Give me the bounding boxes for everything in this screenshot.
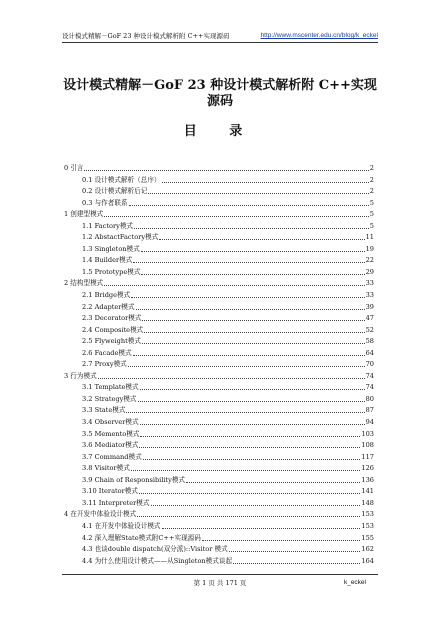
toc-entry[interactable] (64, 232, 374, 244)
toc-entry-page: 33 (365, 291, 374, 300)
toc-entry-page: 2 (369, 187, 374, 196)
toc-leader-dots (159, 232, 364, 240)
toc-entry-title: 3.11 Interpreter模式 (82, 498, 150, 507)
toc-entry[interactable] (64, 509, 374, 521)
toc-entry-page: 155 (361, 533, 374, 542)
toc-entry-page: 5 (369, 210, 374, 219)
toc-entry-title: 1.5 Prototype模式 (82, 267, 141, 276)
toc-entry-page: 5 (369, 198, 374, 207)
toc-entry-page: 164 (361, 556, 374, 565)
toc-entry-page: 47 (365, 314, 374, 323)
toc-entry[interactable] (64, 302, 374, 314)
toc-leader-dots (142, 313, 364, 321)
toc-entry-page: 19 (365, 244, 374, 253)
toc-entry-title: 1.3 Singleton模式 (82, 244, 140, 253)
toc-leader-dots (202, 533, 361, 541)
toc-leader-dots (140, 429, 360, 437)
toc-leader-dots (84, 163, 368, 171)
toc-entry[interactable] (64, 382, 374, 394)
toc-leader-dots (131, 463, 361, 471)
toc-leader-dots (148, 186, 368, 194)
toc-entry-title: 4.3 也谈double dispatch(双分派)::Visitor 模式 (82, 545, 228, 554)
toc-entry-title: 2 结构型模式 (64, 279, 104, 288)
toc-entry-page: 58 (365, 337, 374, 346)
toc-entry-page: 153 (361, 510, 374, 519)
toc-entry-title: 3.2 Strategy模式 (82, 394, 137, 403)
toc-leader-dots (143, 452, 361, 460)
toc-entry-page: 11 (365, 233, 374, 242)
toc-entry-title: 4.4 为什么使用设计模式——从Singleton模式谈起 (82, 556, 233, 565)
toc-entry-title: 4 在开发中体验设计模式 (64, 510, 137, 519)
toc-leader-dots (233, 556, 360, 564)
toc-entry-title: 3.4 Observer模式 (82, 418, 139, 427)
toc-leader-dots (98, 371, 365, 379)
toc-entry-title: 2.5 Flyweight模式 (82, 337, 141, 346)
toc-entry[interactable] (64, 556, 374, 568)
toc-entry[interactable] (64, 452, 374, 464)
toc-entry-title: 3.5 Memento模式 (82, 429, 140, 438)
toc-entry-title: 0.3 与作者联系 (82, 198, 128, 207)
toc-leader-dots (139, 440, 360, 448)
toc-entry-title: 3.6 Mediator模式 (82, 441, 139, 450)
toc-entry[interactable] (64, 533, 374, 545)
toc-leader-dots (141, 267, 364, 275)
header-title: 设计模式精解－GoF 23 种设计模式解析附 C++实现源码 (62, 32, 230, 40)
page-header (62, 30, 378, 43)
toc-leader-dots (162, 175, 369, 183)
toc-entry-title: 3.1 Template模式 (82, 383, 139, 392)
toc-entry-page: 148 (361, 498, 374, 507)
toc-entry[interactable] (64, 348, 374, 360)
toc-entry-page: 52 (365, 325, 374, 334)
toc-entry-page: 29 (365, 267, 374, 276)
toc-entry-page: 117 (361, 452, 374, 461)
toc-entry-page: 70 (365, 360, 374, 369)
toc-leader-dots (133, 255, 364, 263)
toc-leader-dots (186, 475, 360, 483)
toc-entry-title: 3.8 Visitor模式 (82, 464, 130, 473)
toc-entry-page: 22 (365, 256, 374, 265)
toc-entry-title: 2.4 Composite模式 (82, 325, 144, 334)
toc-entry-page: 136 (361, 475, 374, 484)
footer-author: k_eckel (343, 579, 366, 586)
toc-entry[interactable] (64, 429, 374, 441)
toc-leader-dots (131, 290, 364, 298)
header-link[interactable]: http://www.mscenter.edu.cn/blog/k_eckel (260, 32, 378, 39)
toc-entry[interactable] (64, 498, 374, 510)
toc-entry-page: 141 (361, 487, 374, 496)
toc-entry[interactable] (64, 313, 374, 325)
toc-leader-dots (104, 209, 369, 217)
toc-entry-page: 108 (361, 441, 374, 450)
toc-heading: 目 录 (183, 124, 257, 139)
toc-entry-page: 87 (365, 406, 374, 415)
toc-leader-dots (140, 382, 365, 390)
toc-entry[interactable] (64, 325, 374, 337)
toc-leader-dots (151, 498, 361, 506)
toc-entry-title: 4.1 在开发中体验设计模式 (82, 521, 161, 530)
toc-leader-dots (134, 221, 369, 229)
toc-leader-dots (126, 405, 364, 413)
toc-entry[interactable] (64, 440, 374, 452)
toc-entry-page: 33 (365, 279, 374, 288)
toc-entry[interactable] (64, 405, 374, 417)
toc-entry-title: 2.7 Proxy模式 (82, 360, 127, 369)
toc-entry-title: 0 引言 (64, 164, 84, 172)
toc-leader-dots (142, 336, 365, 344)
toc-entry-page: 74 (365, 383, 374, 392)
toc-entry[interactable] (64, 244, 374, 256)
toc-entry[interactable] (64, 417, 374, 429)
toc-entry-title: 3.9 Chain of Responsibility模式 (82, 475, 186, 484)
toc-leader-dots (141, 244, 365, 252)
toc-entry-title: 0.1 设计模式解析（总序） (82, 175, 161, 184)
toc-entry-title: 0.2 设计模式解析后记 (82, 187, 148, 196)
document-title: 设计模式精解－GoF 23 种设计模式解析附 C++实现源码 (63, 78, 377, 109)
toc-leader-dots (133, 348, 365, 356)
toc-entry[interactable] (64, 521, 374, 533)
toc-entry[interactable] (64, 163, 374, 175)
toc-entry-page: 103 (361, 429, 374, 438)
toc-entry[interactable] (64, 359, 374, 371)
toc-entry-title: 2.2 Adapter模式 (82, 302, 135, 311)
toc-entry[interactable] (64, 486, 374, 498)
toc-leader-dots (162, 521, 361, 529)
toc-leader-dots (104, 278, 364, 286)
toc-entry[interactable] (64, 221, 374, 233)
toc-leader-dots (138, 394, 365, 402)
toc-entry[interactable] (64, 394, 374, 406)
toc-leader-dots (129, 198, 369, 206)
toc-entry-title: 3.3 State模式 (82, 406, 126, 415)
toc-entry-title: 2.3 Decorator模式 (82, 314, 142, 323)
toc-leader-dots (137, 509, 360, 517)
toc-entry[interactable] (64, 175, 374, 187)
toc-entry-page: 126 (361, 464, 374, 473)
toc-entry-page: 74 (365, 371, 374, 380)
toc-leader-dots (128, 359, 365, 367)
toc-entry[interactable] (64, 463, 374, 475)
toc-entry-title: 4.2 深入理解State模式附C++实现源码 (82, 533, 201, 542)
toc-entry[interactable] (64, 267, 374, 279)
toc-leader-dots (136, 302, 365, 310)
toc-entry-page: 5 (369, 221, 374, 230)
toc-entry[interactable] (64, 290, 374, 302)
toc-entry-page: 39 (365, 302, 374, 311)
toc-leader-dots (140, 417, 365, 425)
toc-entry[interactable] (64, 198, 374, 210)
toc-entry-page: 64 (365, 348, 374, 357)
toc-entry[interactable] (64, 186, 374, 198)
toc-entry-title: 3.10 Iterator模式 (82, 487, 138, 496)
toc-entry-page: 162 (361, 545, 374, 554)
toc-entry[interactable] (64, 209, 374, 221)
toc-leader-dots (229, 544, 361, 552)
page-number: 第 1 页 共 171 页 (193, 579, 247, 587)
toc-entry-title: 1 创建型模式 (64, 210, 104, 219)
toc-leader-dots (144, 325, 364, 333)
toc-leader-dots (139, 486, 360, 494)
toc-entry-title: 2.6 Facade模式 (82, 348, 132, 357)
toc-entry-title: 3 行为模式 (64, 371, 97, 380)
toc-entry-title: 3.7 Command模式 (82, 452, 142, 461)
toc-entry-title: 1.4 Builder模式 (82, 256, 133, 265)
toc-entry[interactable] (64, 475, 374, 487)
toc-entry[interactable] (64, 371, 374, 383)
toc-entry-page: 94 (365, 418, 374, 427)
toc-entry-page: 2 (369, 175, 374, 184)
toc-entry-page: 80 (365, 394, 374, 403)
toc-entry-page: 153 (361, 521, 374, 530)
toc-entry[interactable] (64, 278, 374, 290)
toc-entry-page: 2 (369, 164, 374, 172)
toc-entry[interactable] (64, 544, 374, 556)
toc-entry-title: 1.2 AbstactFactory模式 (82, 233, 159, 242)
toc-entry-title: 1.1 Factory模式 (82, 221, 134, 230)
toc-entry-title: 2.1 Bridge模式 (82, 291, 131, 300)
toc-entry[interactable] (64, 336, 374, 348)
page-footer (62, 574, 378, 589)
table-of-contents (64, 163, 374, 567)
toc-entry[interactable] (64, 255, 374, 267)
